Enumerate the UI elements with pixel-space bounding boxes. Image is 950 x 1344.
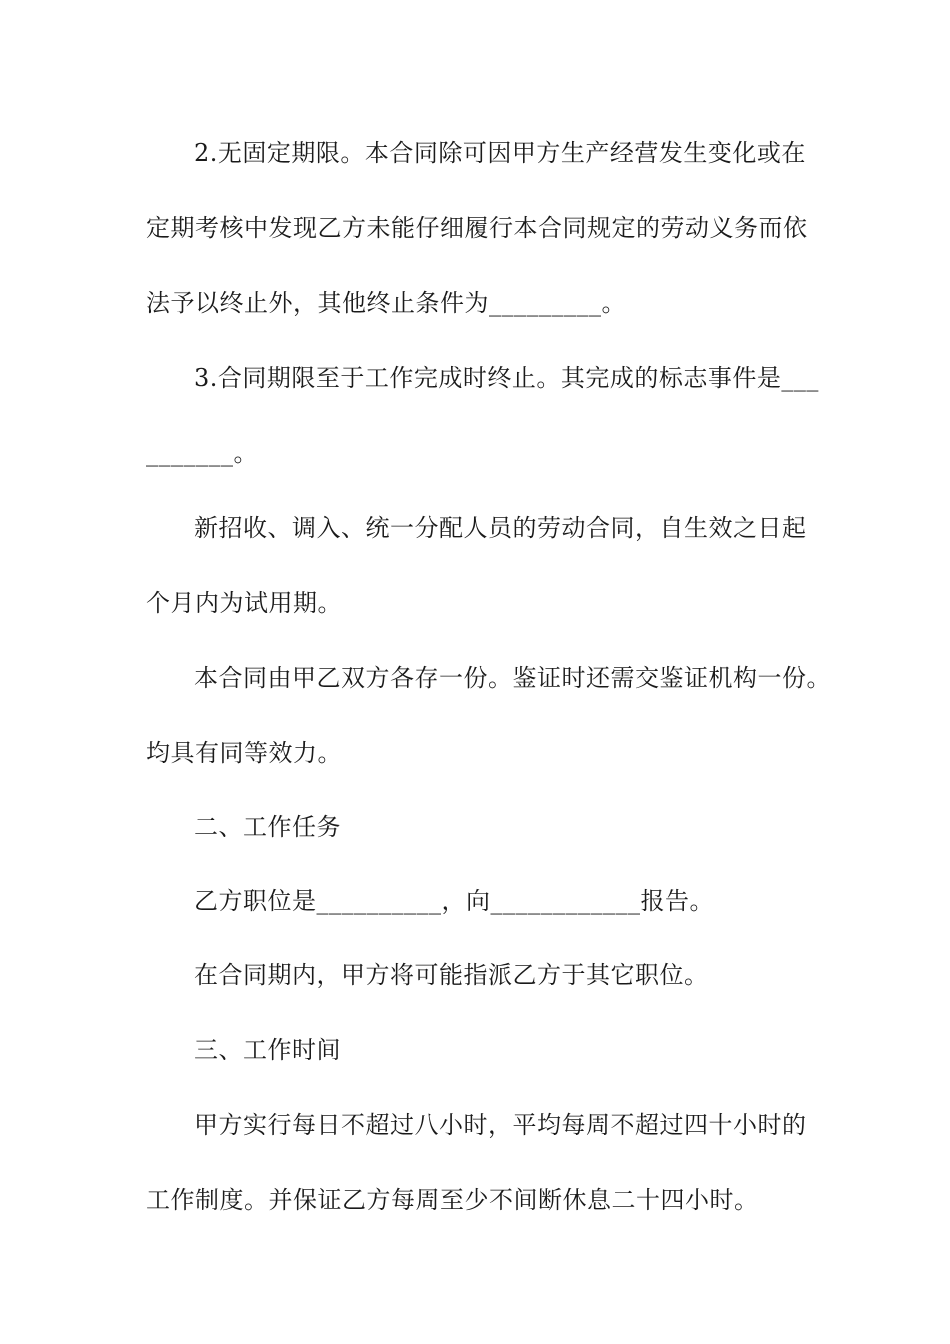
paragraph-line: 2.无固定期限。本合同除可因甲方生产经营发生变化或在: [194, 139, 806, 167]
section-heading: 三、工作时间: [194, 1036, 341, 1064]
paragraph-line: 定期考核中发现乙方未能仔细履行本合同规定的劳动义务而依: [146, 214, 808, 242]
paragraph-line: _______。: [146, 439, 258, 467]
paragraph-line: 3.合同期限至于工作完成时终止。其完成的标志事件是___: [194, 364, 819, 392]
paragraph-line: 乙方职位是__________，向____________报告。: [194, 887, 714, 915]
paragraph-line: 新招收、调入、统一分配人员的劳动合同，自生效之日起: [194, 514, 807, 542]
paragraph-line: 个月内为试用期。: [146, 589, 342, 617]
paragraph-line: 在合同期内，甲方将可能指派乙方于其它职位。: [194, 961, 709, 989]
paragraph-line: 法予以终止外，其他终止条件为_________。: [146, 289, 626, 317]
paragraph-line: 甲方实行每日不超过八小时，平均每周不超过四十小时的: [194, 1111, 807, 1139]
paragraph-line: 工作制度。并保证乙方每周至少不间断休息二十四小时。: [146, 1186, 759, 1214]
paragraph-line: 本合同由甲乙双方各存一份。鉴证时还需交鉴证机构一份。: [194, 664, 831, 692]
section-heading: 二、工作任务: [194, 813, 341, 841]
paragraph-line: 均具有同等效力。: [146, 739, 342, 767]
